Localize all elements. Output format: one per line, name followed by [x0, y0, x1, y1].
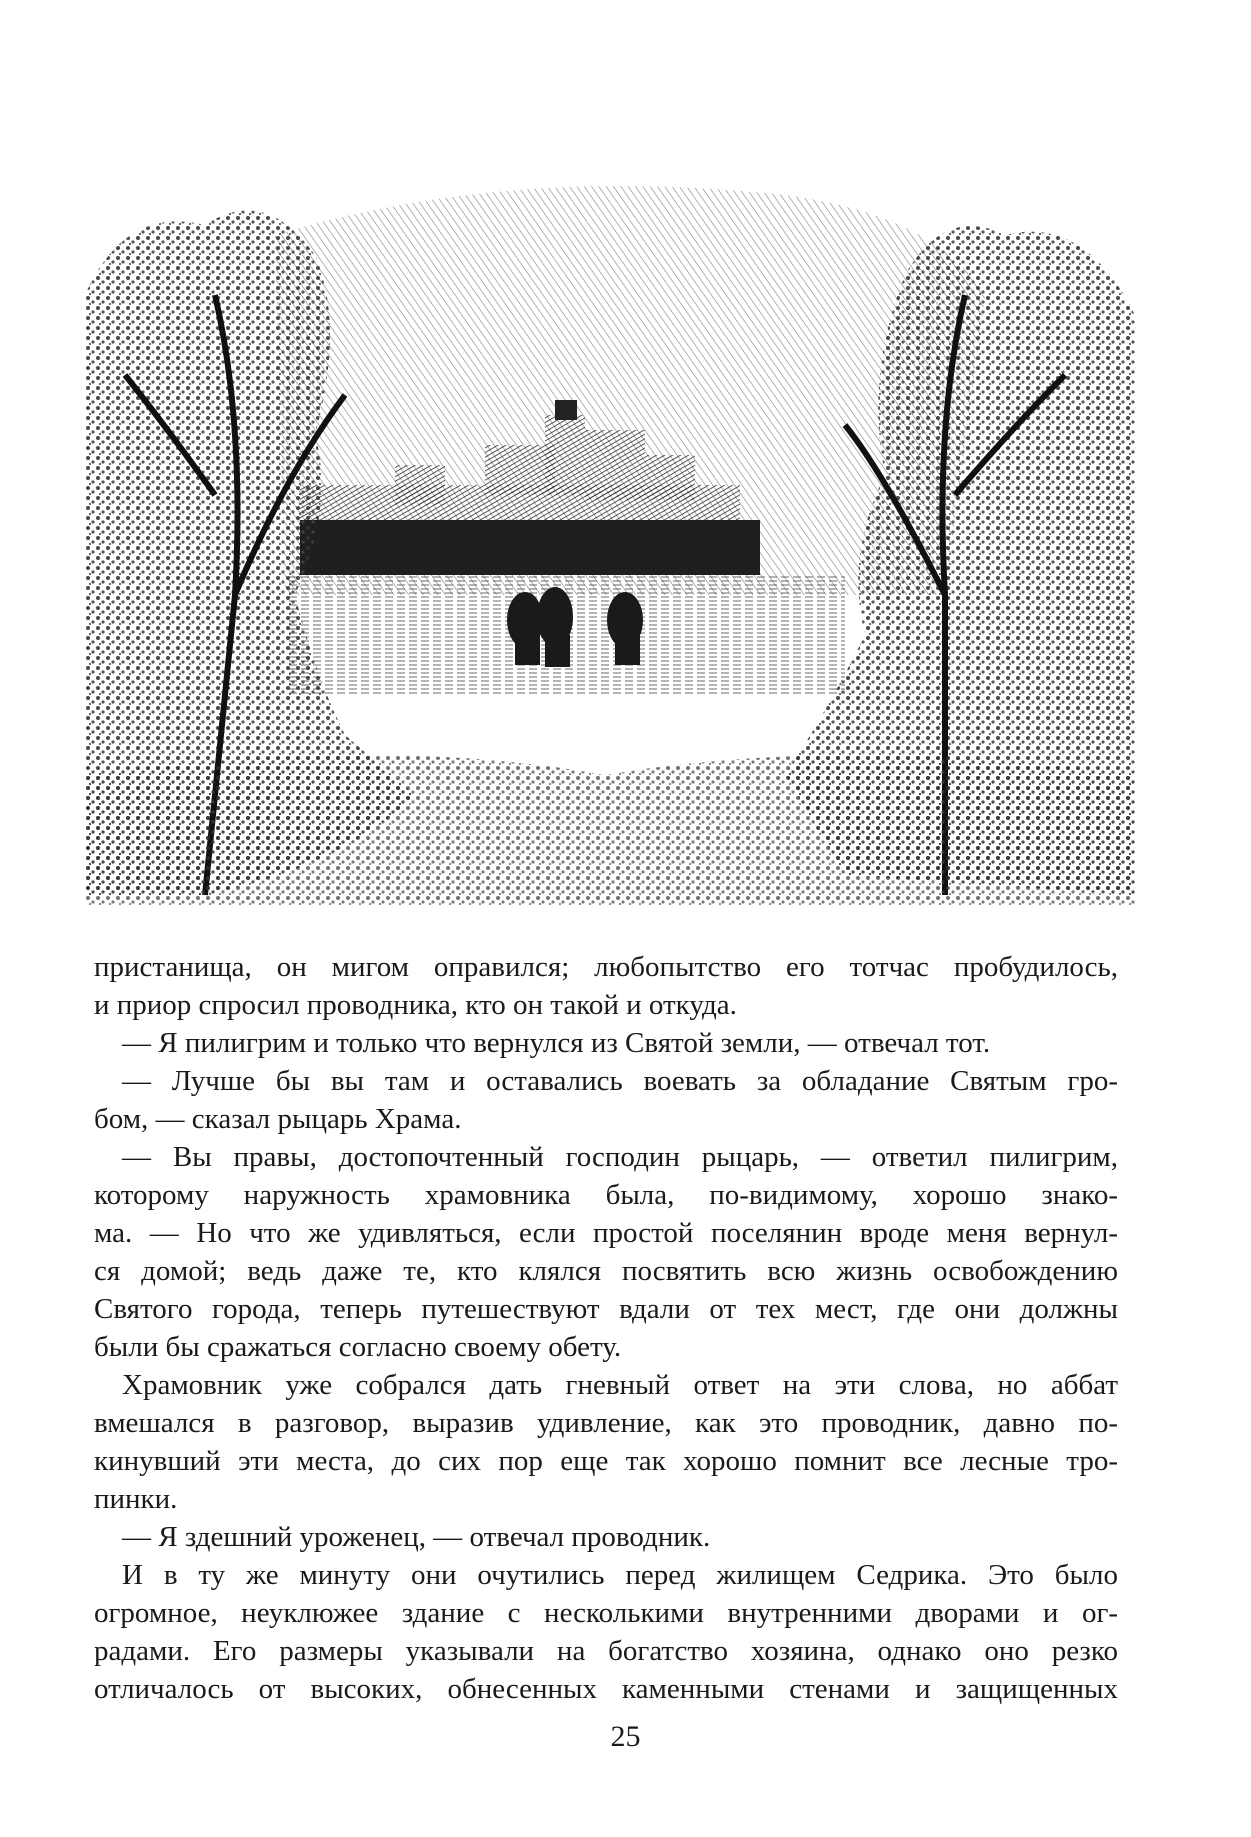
text-line: кинувший эти места, до сих пор еще так хорошо помнит все лесные тро-	[94, 1445, 1118, 1477]
page-number: 25	[610, 1720, 641, 1753]
text-line: вмешался в разговор, выразив удивление, как это проводник, давно по-	[94, 1407, 1118, 1439]
text-line: и приор спросил проводника, кто он такой и откуда.	[94, 989, 737, 1021]
text-line: ся домой; ведь даже те, кто клялся посвятить всю жизнь освобождению	[94, 1255, 1118, 1287]
text-line: — Я здешний уроженец, — отвечал проводник.	[122, 1521, 711, 1553]
text-line: Святого города, теперь путешествуют вдали от тех мест, где они должны	[94, 1293, 1118, 1325]
text-line: — Лучше бы вы там и оставались воевать за обладание Святым гро-	[122, 1065, 1118, 1097]
text-line: которому наружность храмовника была, по-видимому, хорошо знако-	[94, 1179, 1118, 1211]
text-line: огромное, неуклюжее здание с несколькими внутренними дворами и ог-	[94, 1597, 1118, 1629]
text-line: пристанища, он мигом оправился; любопытство его тотчас пробудилось,	[94, 951, 1118, 983]
castle-engraving-image	[85, 175, 1135, 905]
text-line: отличалось от высоких, обнесенных каменными стенами и защищенных	[94, 1673, 1118, 1705]
text-line: пинки.	[94, 1483, 178, 1515]
text-line: — Я пилигрим и только что вернулся из Святой земли, — отвечал тот.	[122, 1027, 991, 1059]
text-line: — Вы правы, достопочтенный господин рыцарь, — ответил пилигрим,	[122, 1141, 1118, 1173]
text-line: радами. Его размеры указывали на богатство хозяина, однако оно резко	[94, 1635, 1118, 1667]
text-line: И в ту же минуту они очутились перед жилищем Седрика. Это было	[122, 1559, 1118, 1591]
engraving-illustration	[85, 175, 1135, 905]
text-line: ма. — Но что же удивляться, если простой поселянин вроде меня вернул-	[94, 1217, 1118, 1249]
body-text	[94, 948, 1118, 1708]
text-line: были бы сражаться согласно своему обету.	[94, 1331, 622, 1363]
text-line: Храмовник уже собрался дать гневный ответ на эти слова, но аббат	[122, 1369, 1118, 1401]
text-line: бом, — сказал рыцарь Храма.	[94, 1103, 462, 1135]
